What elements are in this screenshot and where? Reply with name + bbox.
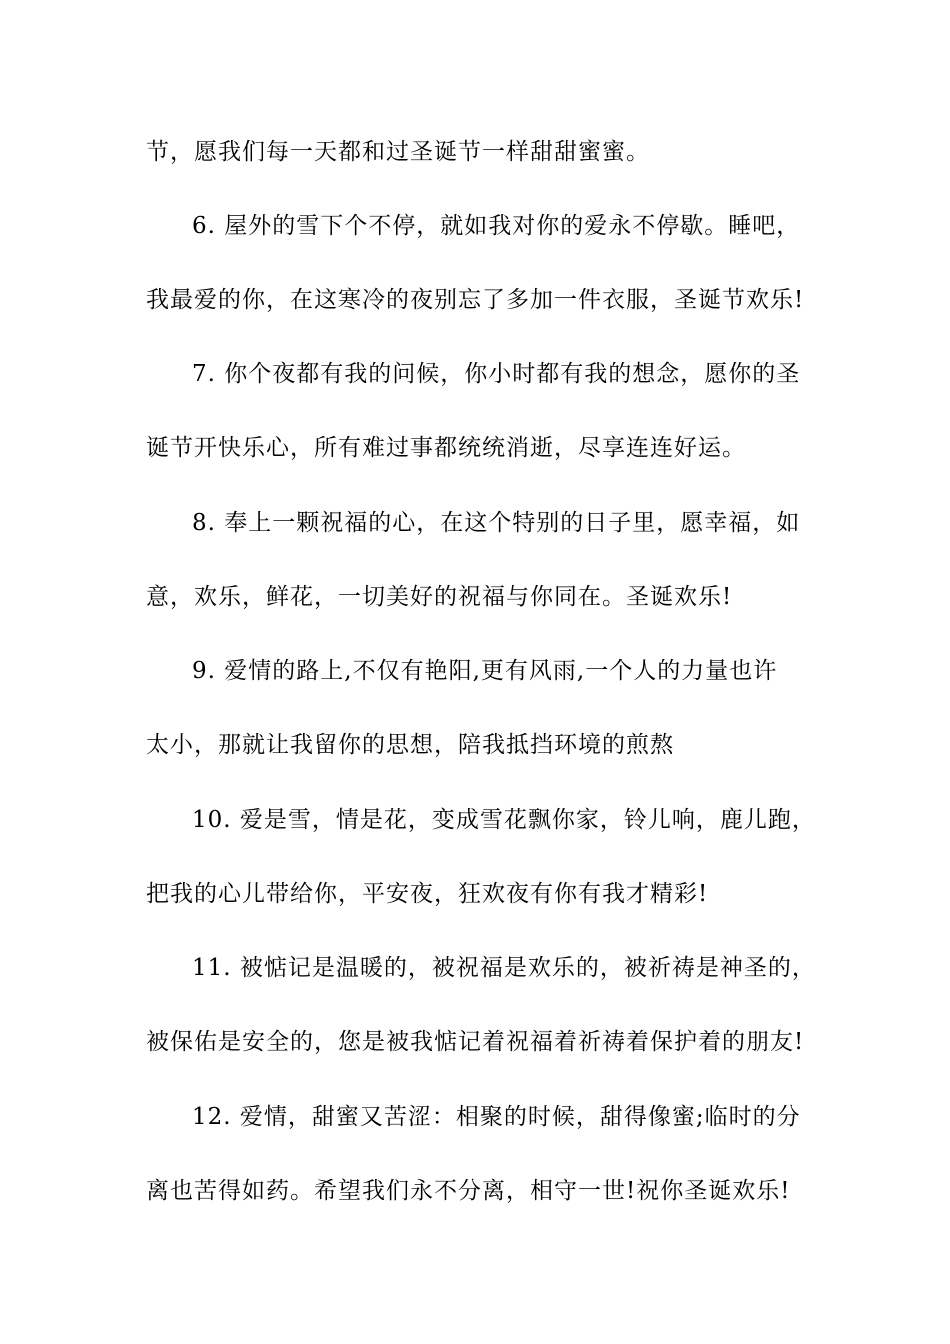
text-line: 诞节开快乐心，所有难过事都统统消逝，尽享连连好运。 (146, 435, 746, 461)
text-line: 被保佑是安全的，您是被我惦记着祝福着祈祷着保护着的朋友! (146, 1029, 805, 1055)
text-line: 7. 你个夜都有我的问候，你小时都有我的想念，愿你的圣 (192, 361, 801, 387)
text-line: 离也苦得如药。希望我们永不分离，相守一世!祝你圣诞欢乐! (146, 1178, 791, 1204)
text-line: 把我的心儿带给你，平安夜，狂欢夜有你有我才精彩! (146, 881, 709, 907)
text-line: 节，愿我们每一天都和过圣诞节一样甜甜蜜蜜。 (146, 139, 650, 165)
text-line: 6. 屋外的雪下个不停，就如我对你的爱永不停歇。睡吧， (192, 213, 801, 239)
text-line: 意，欢乐，鲜花，一切美好的祝福与你同在。圣诞欢乐! (146, 584, 733, 610)
text-line: 12. 爱情，甜蜜又苦涩：相聚的时候，甜得像蜜;临时的分 (192, 1104, 801, 1130)
text-line: 11. 被惦记是温暖的，被祝福是欢乐的，被祈祷是神圣的， (192, 955, 816, 981)
text-line: 太小，那就让我留你的思想，陪我抵挡环境的煎熬 (146, 732, 674, 758)
text-line: 我最爱的你，在这寒冷的夜别忘了多加一件衣服，圣诞节欢乐! (146, 287, 805, 313)
text-line: 8. 奉上一颗祝福的心，在这个特别的日子里，愿幸福，如 (192, 510, 801, 536)
text-line: 9. 爱情的路上,不仅有艳阳,更有风雨,一个人的力量也许 (192, 658, 778, 684)
text-line: 10. 爱是雪，情是花，变成雪花飘你家，铃儿响，鹿儿跑， (192, 807, 816, 833)
